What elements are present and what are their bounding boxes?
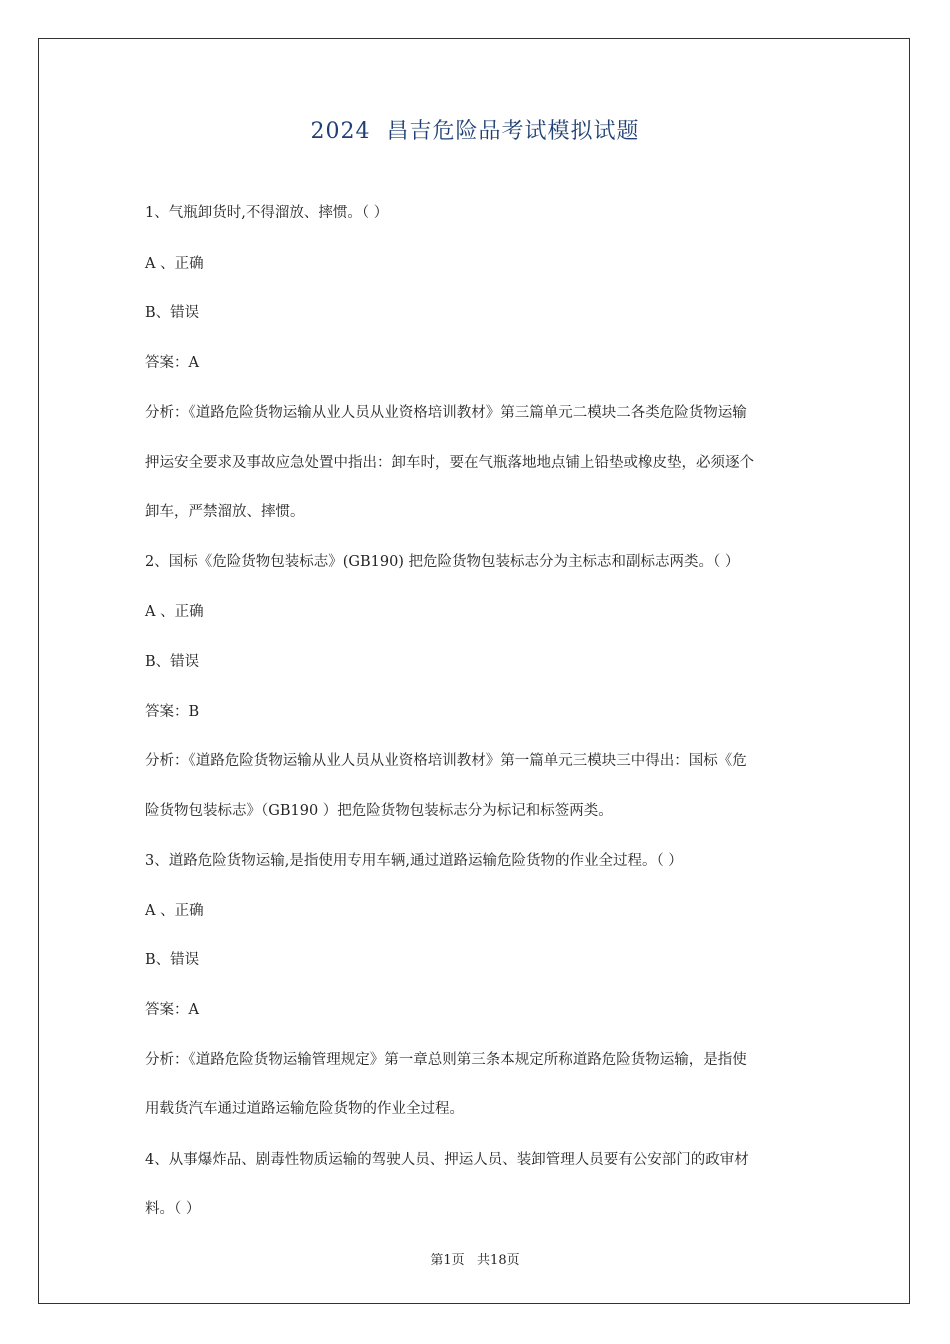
page-footer: 第1页 共18页 (430, 1253, 520, 1268)
question-1-answer: 答案：A (145, 355, 199, 371)
question-1-option-a: A 、正确 (145, 256, 204, 272)
question-2-answer: 答案：B (145, 704, 200, 720)
question-2-text: 2、国标《危险货物包装标志》(GB190) 把危险货物包装标志分为主标志和副标志两类。（ ） (145, 554, 740, 570)
question-4-text-line-2: 料。（ ） (145, 1201, 201, 1217)
question-3-option-b: B、错误 (145, 952, 200, 968)
question-3-answer: 答案：A (145, 1002, 199, 1018)
question-2-option-b: B、错误 (145, 654, 200, 670)
question-3-text: 3、道路危险货物运输,是指使用专用车辆,通过道路运输危险货物的作业全过程。（ ） (145, 853, 683, 869)
question-1-analysis-line-3: 卸车，严禁溜放、摔惯。 (145, 504, 305, 520)
question-1-text: 1、气瓶卸货时,不得溜放、摔惯。（ ） (145, 205, 389, 221)
question-4-text-line-1: 4、从事爆炸品、剧毒性物质运输的驾驶人员、押运人员、装卸管理人员要有公安部门的政审材 (145, 1152, 749, 1168)
question-2-option-a: A 、正确 (145, 604, 204, 620)
question-3-analysis-line-2: 用载货汽车通过道路运输危险货物的作业全过程。 (145, 1101, 464, 1117)
question-2-analysis-line-2: 险货物包装标志》（GB190 ）把危险货物包装标志分为标记和标签两类。 (145, 803, 613, 819)
question-3-option-a: A 、正确 (145, 903, 204, 919)
document-title: 2024 昌吉危险品考试模拟试题 (310, 119, 640, 144)
question-2-analysis-line-1: 分析：《道路危险货物运输从业人员从业资格培训教材》第一篇单元三模块三中得出：国标《危 (145, 753, 747, 769)
question-3-analysis-line-1: 分析：《道路危险货物运输管理规定》第一章总则第三条本规定所称道路危险货物运输，是指使 (145, 1052, 747, 1068)
question-1-option-b: B、错误 (145, 305, 200, 321)
question-1-analysis-line-1: 分析：《道路危险货物运输从业人员从业资格培训教材》第三篇单元二模块二各类危险货物运输 (145, 405, 747, 421)
question-1-analysis-line-2: 押运安全要求及事故应急处置中指出：卸车时，要在气瓶落地地点铺上铅垫或橡皮垫，必须逐个 (145, 455, 754, 471)
